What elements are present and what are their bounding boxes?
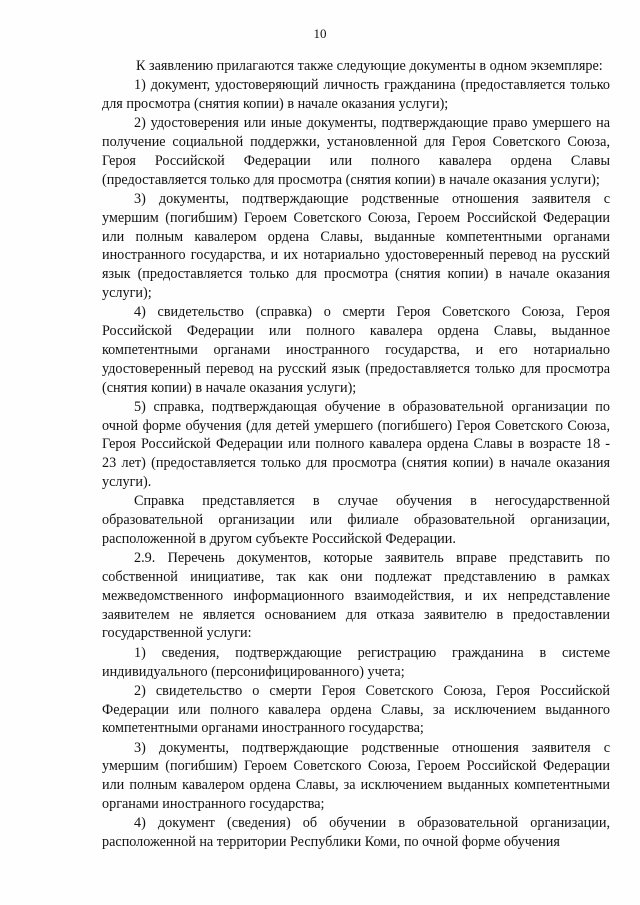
list-item-entitlement-certificates: 2) удостоверения или иные документы, подтверждающие право умершего на получение социальной поддержки, установленной для Героя Советского Союза, Героя Российской Федерации или полного кавалера ордена Славы (предоставляется только для просмотра (снятия копии) в начале оказания услуги); — [102, 115, 610, 188]
intro-paragraph: К заявлению прилагаются также следующие документы в одном экземпляре: — [136, 58, 603, 74]
document-body — [102, 57, 610, 852]
page-number: 10 — [313, 26, 327, 41]
list-item-kinship-documents: 3) документы, подтверждающие родственные отношения заявителя с умершим (погибшим) Героем Советского Союза, Героем Российской Федерации или полным кавалером ордена Славы, выданные компетентными органами иностранного государства, и их нотариально удостоверенный перевод на русский язык (предоставляется только для просмотра (снятия копии) в начале оказания услуги); — [102, 191, 610, 302]
list-item-kinship-documents-domestic: 3) документы, подтверждающие родственные отношения заявителя с умершим (погибшим) Героем Советского Союза, Героем Российской Федерации или полным кавалером ордена Славы, за исключением выданных компетентными органами иностранного государства; — [102, 739, 610, 813]
list-item-education-document: 4) документ (сведения) об обучении в образовательной организации, расположенной на территории Республики Коми, по очной форме обучения — [102, 815, 610, 851]
education-certificate-note: Справка представляется в случае обучения в негосударственной образовательной организации или филиале образовательной организации, расположенной в другом субъекте Российской Федерации. — [102, 493, 610, 547]
list-item-registration-info: 1) сведения, подтверждающие регистрацию гражданина в системе индивидуального (персонифицированного) учета; — [102, 644, 610, 680]
list-item-education-certificate: 5) справка, подтверждающая обучение в образовательной организации по очной форме обучения (для детей умершего (погибшего) Героя Советского Союза, Героя Российской Федерации или полного кавалера ордена Славы в возрасте 18 - 23 лет) (предоставляется только для просмотра (снятия копии) в начале оказания услуги). — [102, 398, 610, 491]
list-item-death-certificate: 4) свидетельство (справка) о смерти Героя Советского Союза, Героя Российской Федерации или полного кавалера ордена Славы, выданное компетентными органами иностранного государства, и его нотариально удостоверенный перевод на русский язык (предоставляется только для просмотра (снятия копии) в начале оказания услуги); — [102, 304, 610, 396]
section-2-9-paragraph: 2.9. Перечень документов, которые заявитель вправе представить по собственной инициативе, так как они подлежат представлению в рамках межведомственного информационного взаимодействия, и их непредставление заявителем не является основанием для отказа заявителю в предоставлении государственной услуги: — [102, 550, 610, 642]
list-item-death-certificate-domestic: 2) свидетельство о смерти Героя Советского Союза, Героя Российской Федерации или полного кавалера ордена Славы, за исключением выданного компетентными органами иностранного государства; — [102, 682, 610, 737]
list-item-identity-document: 1) документ, удостоверяющий личность гражданина (предоставляется только для просмотра (снятия копии) в начале оказания услуги); — [102, 77, 610, 113]
